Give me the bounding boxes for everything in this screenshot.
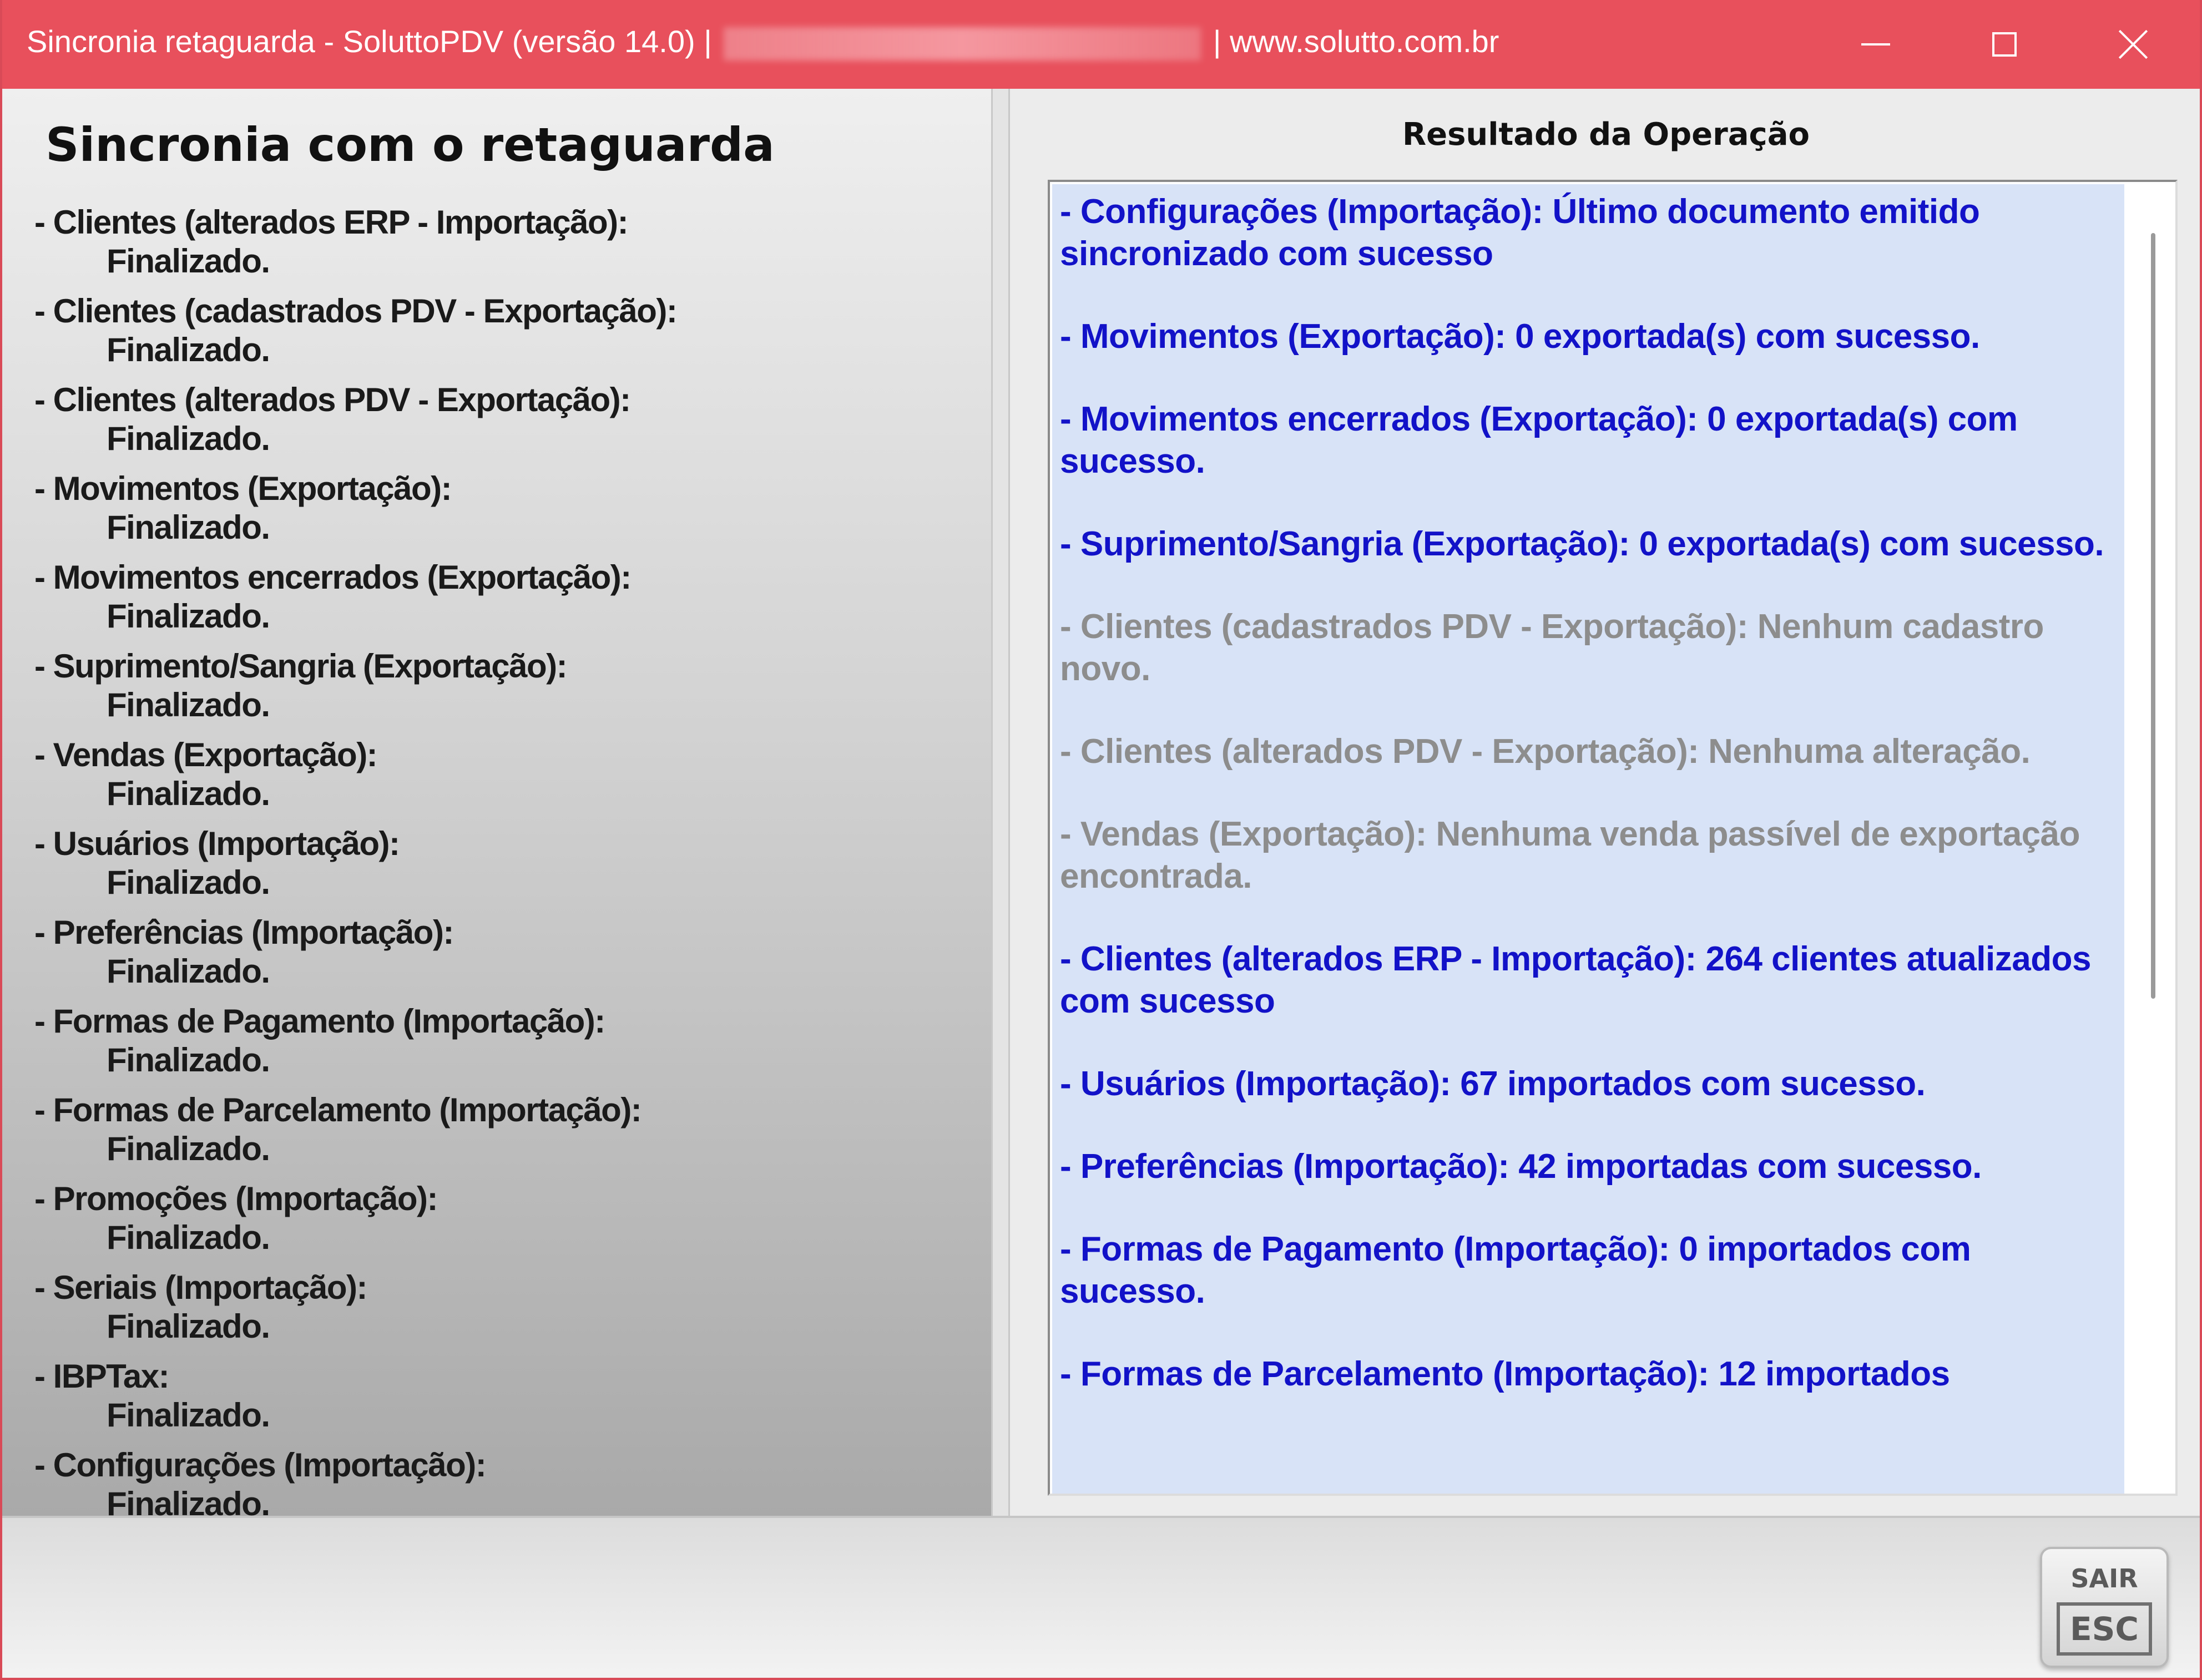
result-item: - Suprimento/Sangria (Exportação): 0 exportada(s) com sucesso. (1060, 525, 2104, 563)
result-panel (1010, 89, 2202, 1516)
result-item: - Clientes (alterados PDV - Exportação): Nenhuma alteração. (1060, 732, 2031, 771)
sync-step-status: Finalizado. (107, 864, 270, 901)
sync-status-item (34, 736, 676, 824)
window-title (27, 23, 1499, 60)
sync-step-status: Finalizado. (107, 242, 270, 280)
result-item: - Configurações (Importação): Último documento emitido sincronizado com sucesso (1060, 193, 1980, 273)
sync-step-label: - Clientes (alterados ERP - Importação): (34, 204, 628, 241)
result-scrollbar-thumb[interactable] (2151, 233, 2155, 999)
result-item: - Preferências (Importação): 42 importadas com sucesso. (1060, 1147, 1982, 1186)
exit-button-label: SAIR (2070, 1563, 2138, 1593)
sync-status-item (34, 647, 676, 736)
sync-step-label: - Configurações (Importação): (34, 1446, 486, 1484)
result-item: - Clientes (cadastrados PDV - Exportação): Nenhum cadastro novo. (1060, 608, 2044, 688)
result-item: - Usuários (Importação): 67 importados com sucesso. (1060, 1065, 1926, 1103)
sync-step-status: Finalizado. (107, 1308, 270, 1345)
sync-status-item (34, 824, 676, 913)
sync-step-label: - Preferências (Importação): (34, 914, 453, 951)
sync-status-item (34, 1180, 676, 1268)
sync-step-status: Finalizado. (107, 686, 270, 723)
result-scrollbar[interactable] (2127, 182, 2175, 1494)
sync-status-item (34, 469, 676, 558)
sync-status-item (34, 913, 676, 1002)
maximize-icon (1992, 32, 2017, 57)
close-icon (2117, 28, 2149, 60)
sync-status-item (34, 1446, 676, 1516)
window-title-suffix: | www.solutto.com.br (1213, 24, 1499, 59)
esc-key-icon: ESC (2057, 1602, 2152, 1656)
sync-status-item (34, 1357, 676, 1446)
redacted-store-name (724, 27, 1201, 60)
minimize-icon (1861, 43, 1890, 45)
sync-step-status: Finalizado. (107, 420, 270, 457)
sync-status-item (34, 292, 676, 381)
result-item: - Formas de Pagamento (Importação): 0 importados com sucesso. (1060, 1230, 1971, 1310)
sync-panel-title: Sincronia com o retaguarda (46, 118, 775, 172)
result-item: - Vendas (Exportação): Nenhuma venda passível de exportação encontrada. (1060, 815, 2080, 895)
sync-step-status: Finalizado. (107, 775, 270, 812)
sync-step-status: Finalizado. (107, 1219, 270, 1256)
sync-step-status: Finalizado. (107, 509, 270, 546)
title-bar[interactable] (2, 0, 2202, 89)
sync-step-status: Finalizado. (107, 598, 270, 635)
sync-step-status: Finalizado. (107, 1396, 270, 1434)
result-panel-title: Resultado da Operação (1402, 117, 1810, 153)
sync-status-list (34, 203, 676, 1516)
sync-step-label: - Formas de Parcelamento (Importação): (34, 1091, 642, 1129)
sync-step-label: - Suprimento/Sangria (Exportação): (34, 647, 567, 685)
sync-step-label: - Usuários (Importação): (34, 825, 400, 862)
sync-step-label: - Promoções (Importação): (34, 1180, 437, 1217)
result-list-box[interactable] (1048, 180, 2178, 1496)
sync-status-item (34, 1268, 676, 1357)
result-item: - Movimentos (Exportação): 0 exportada(s) com sucesso. (1060, 317, 1980, 356)
sync-status-panel (2, 89, 991, 1516)
sync-step-status: Finalizado. (107, 331, 270, 368)
panel-splitter[interactable] (991, 89, 1010, 1516)
result-list[interactable] (1052, 184, 2124, 1496)
result-item: - Clientes (alterados ERP - Importação): 264 clientes atualizados com sucesso (1060, 940, 2091, 1020)
minimize-button[interactable] (1812, 0, 1940, 89)
sync-status-item (34, 1002, 676, 1091)
sync-step-label: - Formas de Pagamento (Importação): (34, 1003, 605, 1040)
sync-status-item (34, 1091, 676, 1180)
sync-step-label: - Movimentos encerrados (Exportação): (34, 559, 631, 596)
sync-step-status: Finalizado. (107, 1130, 270, 1167)
maximize-button[interactable] (1941, 0, 2068, 89)
window-title-prefix: Sincronia retaguarda - SoluttoPDV (versão 14.0) | (27, 24, 712, 59)
result-item: - Formas de Parcelamento (Importação): 12 importados (1060, 1355, 1950, 1393)
sync-step-label: - Vendas (Exportação): (34, 736, 377, 773)
sync-step-label: - Movimentos (Exportação): (34, 470, 452, 507)
sync-step-label: - Clientes (cadastrados PDV - Exportação): (34, 292, 677, 330)
sync-step-label: - Clientes (alterados PDV - Exportação): (34, 381, 630, 418)
sync-step-label: - Seriais (Importação): (34, 1269, 367, 1306)
sync-step-status: Finalizado. (107, 953, 270, 990)
result-item: - Movimentos encerrados (Exportação): 0 exportada(s) com sucesso. (1060, 400, 2018, 480)
sync-status-item (34, 203, 676, 292)
sync-status-item (34, 558, 676, 647)
exit-button[interactable] (2040, 1547, 2169, 1668)
sync-step-status: Finalizado. (107, 1041, 270, 1079)
sync-status-item (34, 381, 676, 469)
sync-step-label: - IBPTax: (34, 1358, 169, 1395)
footer-bar (2, 1516, 2202, 1680)
sync-step-status: Finalizado. (107, 1485, 270, 1516)
close-button[interactable] (2069, 0, 2197, 89)
